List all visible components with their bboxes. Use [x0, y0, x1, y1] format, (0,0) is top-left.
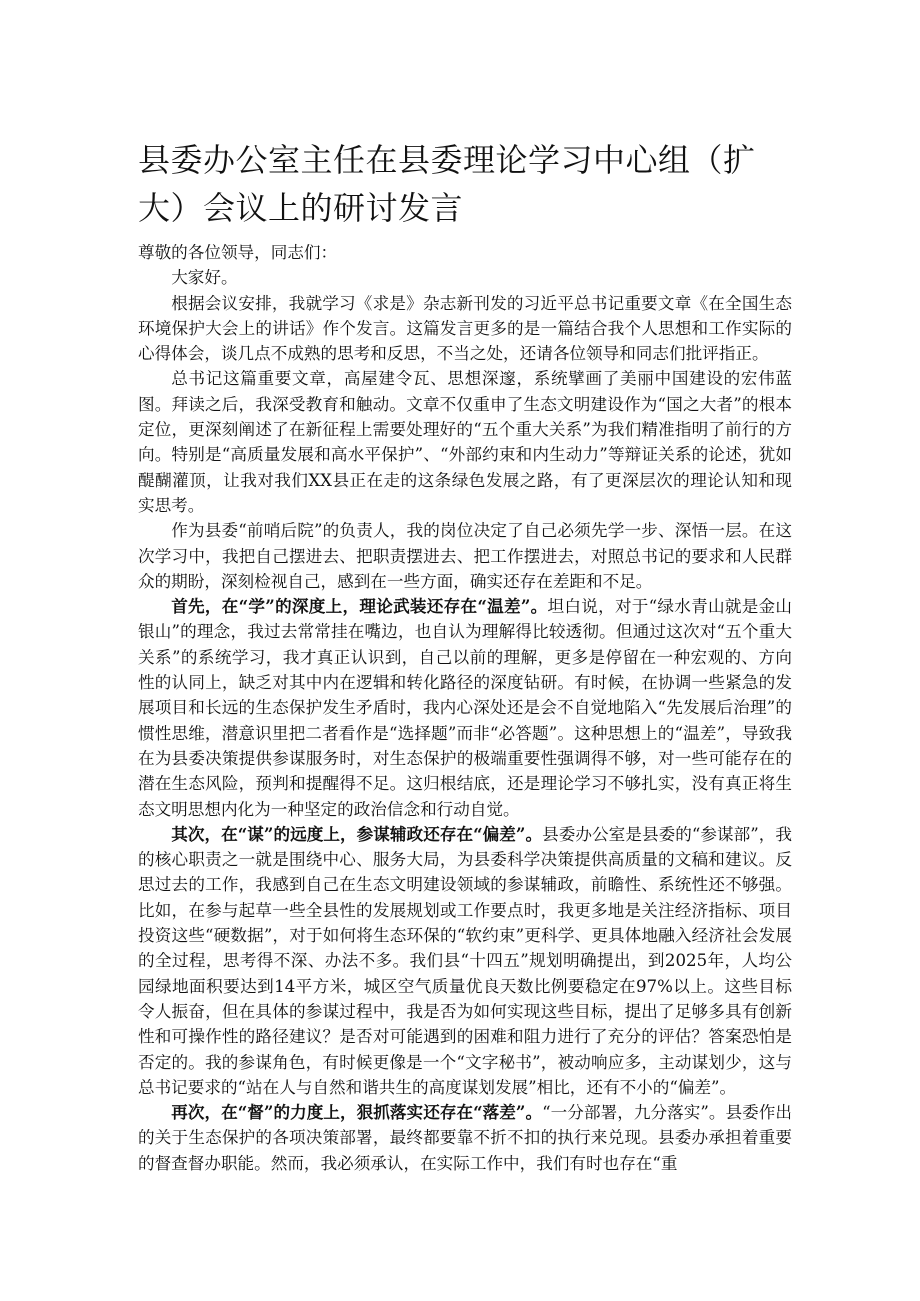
- second-point-heading: 其次，在“谋”的远度上，参谋辅政还存在“偏差”。: [171, 823, 543, 844]
- third-point-heading: 再次，在“督”的力度上，狠抓落实还存在“落差”。: [171, 1102, 543, 1123]
- paragraph-article-summary: 总书记这篇重要文章，高屋建令瓦、思想深邃，系统擘画了美丽中国建设的宏伟蓝图。拜读之后，我深受教育和触动。文章不仅重申了生态文明建设作为“国之大者”的根本定位，更深刻阐述了在新征程上需要处理好的“五个重大关系”为我们精准指明了前行的方向。特别是“高质量发展和高水平保护”、“外部约束和内生动力”等辩证关系的论述，犹如醍醐灌顶，让我对我们XX县正在走的这条绿色发展之路，有了更深层次的理论认知和现实思考。: [138, 369, 792, 515]
- third-point-text: “一分部署，九分落实”。县委作出的关于生态保护的各项决策部署，最终都要靠不折不扣的执行来兑现。县委办承担着重要的督查督办职能。然而，我必须承认，在实际工作中，我们有时也存在“重: [138, 1103, 792, 1173]
- document-title: 县委办公室主任在县委理论学习中心组（扩大）会议上的研讨发言: [138, 141, 756, 227]
- greeting: 大家好。: [171, 268, 238, 288]
- paragraph-first-point: [138, 594, 792, 822]
- first-point-heading: 首先，在“学”的深度上，理论武装还存在“温差”。: [171, 596, 548, 617]
- paragraph-self-examination: 作为县委“前哨后院”的负责人，我的岗位决定了自己必须先学一步、深悟一层。在这次学习中，我把自己摆进去、把职责摆进去、把工作摆进去，对照总书记的要求和人民群众的期盼，深刻检视自己，感到在一些方面，确实还存在差距和不足。: [138, 521, 792, 591]
- first-point-text: 坦白说，对于“绿水青山就是金山银山”的理念，我过去常常挂在嘴边，也自认为理解得比较透彻。但通过这次对“五个重大关系”的系统学习，我才真正认识到，自己以前的理解，更多是停留在一种宏观的、方向性的认同上，缺乏对其中内在逻辑和转化路径的深度钻研。有时候，在协调一些紧急的发展项目和长远的生态保护发生矛盾时，我内心深处还是会不自觉地陷入“先发展后治理”的惯性思维，潜意识里把二者看作是“选择题”而非“必答题”。这种思想上的“温差”，导致我在为县委决策提供参谋服务时，对生态保护的极端重要性强调得不够，对一些可能存在的潜在生态风险，预判和提醒得不足。这归根结底，还是理论学习不够扎实，没有真正将生态文明思想内化为一种坚定的政治信念和行动自觉。: [138, 597, 792, 819]
- document-body: [138, 240, 792, 1176]
- second-point-text: 县委办公室是县委的“参谋部”，我的核心职责之一就是围绕中心、服务大局，为县委科学决策提供高质量的文稿和建议。反思过去的工作，我感到自己在生态文明建设领域的参谋辅政，前瞻性、系统性还不够强。比如，在参与起草一些全县性的发展规划或工作要点时，我更多地是关注经济指标、项目投资这些“硬数据”，对于如何将生态环保的“软约束”更科学、更具体地融入经济社会发展的全过程，思考得不深、办法不多。我们县“十四五”规划明确提出，到2025年，人均公园绿地面积要达到14平方米，城区空气质量优良天数比例要稳定在97%以上。这些目标令人振奋，但在具体的参谋过程中，我是否为如何实现这些目标，提出了足够多具有创新性和可操作性的路径建议？是否对可能遇到的困难和阻力进行了充分的评估？答案恐怕是否定的。我的参谋角色，有时候更像是一个“文字秘书”，被动响应多，主动谋划少，这与总书记要求的“站在人与自然和谐共生的高度谋划发展”相比，还有不小的“偏差”。: [138, 824, 792, 1097]
- salutation: 尊敬的各位领导，同志们：: [138, 243, 338, 262]
- paragraph-second-point: [138, 822, 792, 1100]
- paragraph-third-point: [138, 1100, 792, 1176]
- paragraph-intro: 根据会议安排，我就学习《求是》杂志新刊发的习近平总书记重要文章《在全国生态环境保护大会上的讲话》作个发言。这篇发言更多的是一篇结合我个人思想和工作实际的心得体会，谈几点不成熟的思考和反思，不当之处，还请各位领导和同志们批评指正。: [138, 293, 792, 364]
